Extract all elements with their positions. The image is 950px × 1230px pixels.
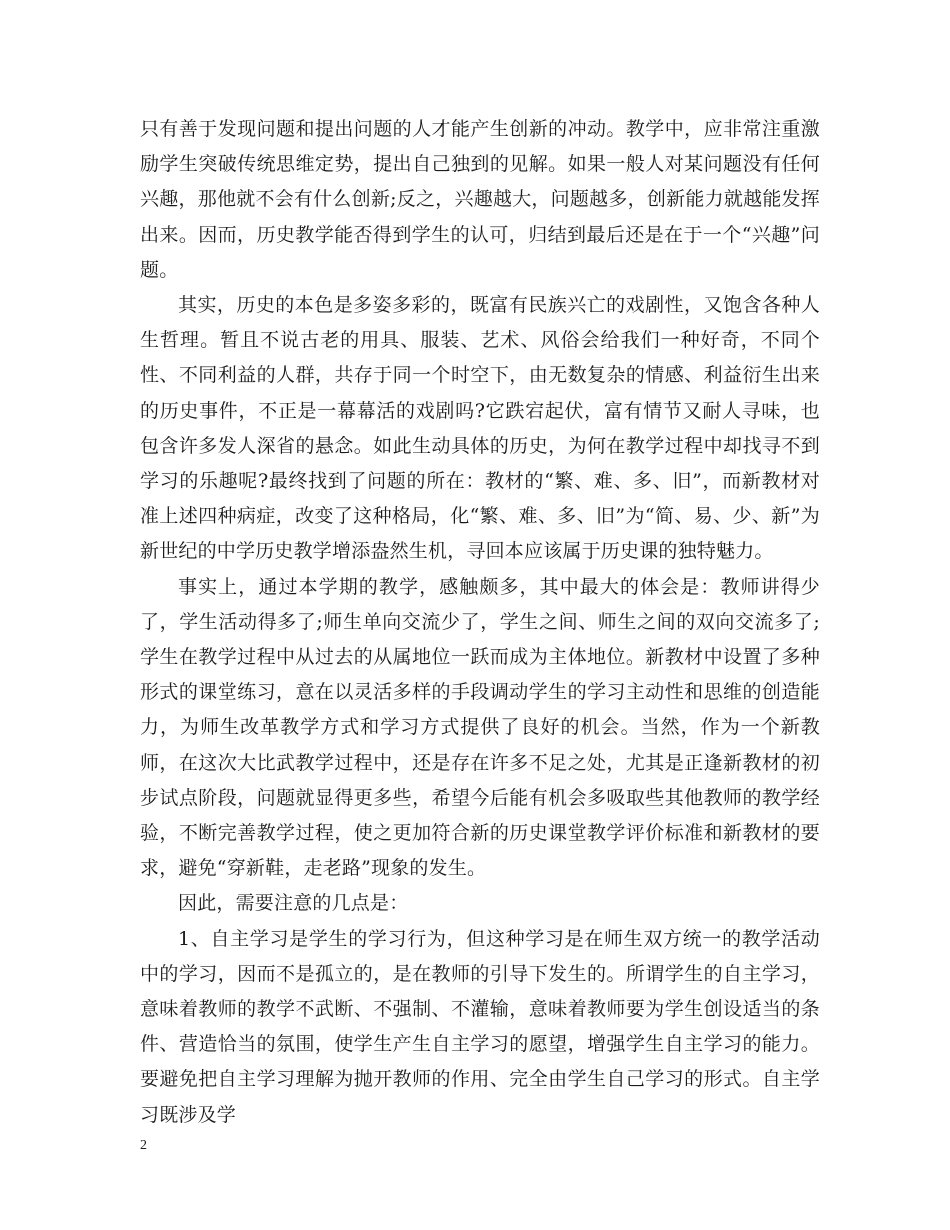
- paragraph-teaching-reflection: 事实上，通过本学期的教学，感触颇多，其中最大的体会是：教师讲得少了，学生活动得多了;师生单向交流少了，学生之间、师生之间的双向交流多了;学生在教学过程中从过去的从属地位一跃而成为主体地位。新教材中设置了多种形式的课堂练习，意在以灵活多样的手段调动学生的学习主动性和思维的创造能力，为师生改革教学方式和学习方式提供了良好的机会。当然，作为一个新教师，在这次大比武教学过程中，还是存在许多不足之处，尤其是正逢新教材的初步试点阶段，问题就显得更多些，希望今后能有机会多吸取些其他教师的教学经验，不断完善教学过程，使之更加符合新的历史课堂教学评价标准和新教材的要求，避免“穿新鞋，走老路”现象的发生。: [140, 575, 820, 880]
- page-number: 2: [140, 1138, 147, 1153]
- paragraph-point-one: 1、自主学习是学生的学习行为，但这种学习是在师生双方统一的教学活动中的学习，因而不是孤立的，是在教师的引导下发生的。所谓学生的自主学习，意味着教师的教学不武断、不强制、不灌输，意味着教师要为学生创设适当的条件、营造恰当的氛围，使学生产生自主学习的愿望，增强学生自主学习的能力。要避免把自主学习理解为抛开教师的作用、完全由学生自己学习的形式。自主学习既涉及学: [140, 927, 820, 1126]
- paragraph-history-color: 其实，历史的本色是多姿多彩的，既富有民族兴亡的戏剧性，又饱含各种人生哲理。暂且不说古老的用具、服装、艺术、风俗会给我们一种好奇，不同个性、不同利益的人群，共存于同一个时空下，由无数复杂的情感、利益衍生出来的历史事件，不正是一幕幕活的戏剧吗?它跌宕起伏，富有情节又耐人寻味，也包含许多发人深省的悬念。如此生动具体的历史，为何在教学过程中却找寻不到学习的乐趣呢?最终找到了问题的所在：教材的“繁、难、多、旧”，而新教材对准上述四种病症，改变了这种格局，化“繁、难、多、旧”为“简、易、少、新”为新世纪的中学历史教学增添盎然生机，寻回本应该属于历史课的独特魅力。: [140, 294, 820, 563]
- document-body: [140, 112, 820, 1133]
- paragraph-notes-intro: 因此，需要注意的几点是：: [178, 892, 409, 915]
- paragraph-continuation: 只有善于发现问题和提出问题的人才能产生创新的冲动。教学中，应非常注重激励学生突破传统思维定势，提出自己独到的见解。如果一般人对某问题没有任何兴趣，那他就不会有什么创新;反之，兴趣越大，问题越多，创新能力就越能发挥出来。因而，历史教学能否得到学生的认可，归结到最后还是在于一个“兴趣”问题。: [140, 118, 820, 281]
